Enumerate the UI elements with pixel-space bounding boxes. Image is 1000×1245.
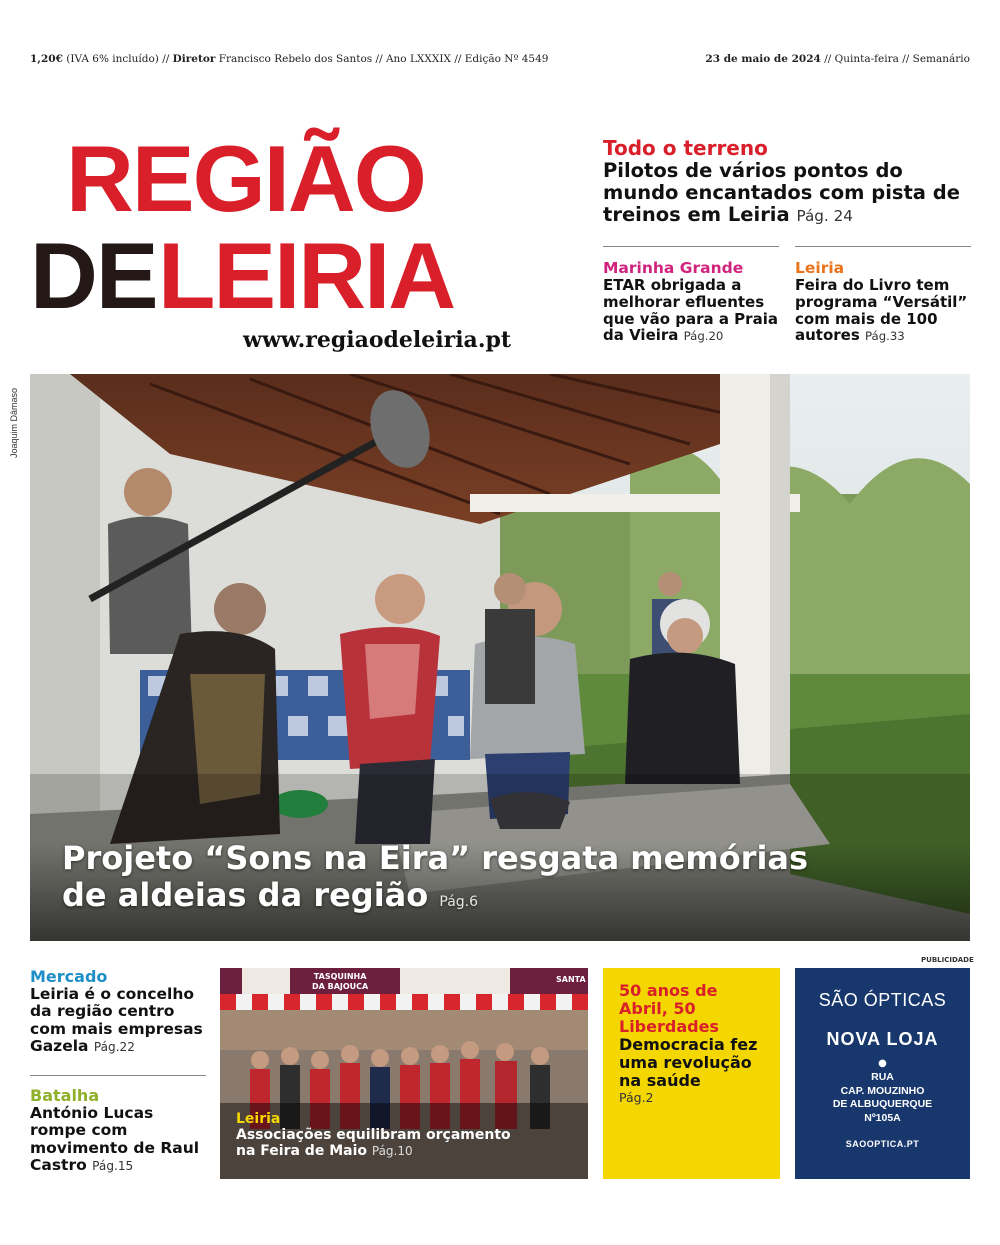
story-mercado-page: Pág.22: [93, 1040, 135, 1055]
hero-headline-line1: Projeto “Sons na Eira” resgata memórias: [62, 839, 809, 877]
masthead-leiria: LEIRIA: [158, 223, 455, 328]
teaser-main-headline: [603, 160, 971, 225]
teaser-right-kicker: Leiria: [795, 259, 845, 277]
director-name: Francisco Rebelo dos Santos: [218, 53, 373, 65]
teaser-right[interactable]: [795, 259, 971, 344]
feira-photo[interactable]: [220, 968, 588, 1179]
publication-info: 1,20€ (IVA 6% incluído) // Diretor Francisco Rebelo dos Santos // Ano LXXXIX // Edição Nº 4549: [30, 53, 549, 65]
feira-sign: [312, 972, 368, 991]
ad-address-line4: Nº105A: [864, 1111, 901, 1124]
ad-address: [795, 1071, 970, 1126]
hero-headline[interactable]: [62, 840, 808, 914]
teaser-right-page: Pág.33: [865, 329, 905, 344]
feira-sign-line2: DA BAJOUCA: [312, 981, 369, 991]
photo-credit: Joaquim Dâmaso: [9, 387, 19, 458]
teaser-left-title: ETAR obrigada a melhorar efluentes que vão para a Praia da Vieira: [603, 276, 778, 345]
hero-headline-line2-text: de aldeias da região: [62, 875, 429, 914]
masthead-regiao: REGIÃO: [66, 126, 425, 231]
story-batalha-headline: [30, 1105, 206, 1174]
story-mercado[interactable]: [30, 967, 206, 1055]
story-batalha-kicker: Batalha: [30, 1086, 100, 1105]
story-batalha[interactable]: [30, 1086, 206, 1174]
story-mercado-kicker: Mercado: [30, 967, 108, 986]
ad-headline: NOVA LOJA: [826, 1029, 939, 1049]
teaser-left-page: Pág.20: [683, 329, 724, 344]
frequency: Semanário: [912, 53, 970, 65]
feira-headline-line2-text: na Feira de Maio: [236, 1143, 367, 1160]
teaser-left[interactable]: [603, 259, 779, 344]
teaser-right-headline: [795, 277, 971, 344]
location-pin-icon: ●: [878, 1058, 887, 1069]
hero-page: Pág.6: [439, 893, 479, 910]
ad-label: PUBLICIDADE: [921, 956, 974, 964]
liberdades-page: Pág.2: [619, 1090, 654, 1106]
feira-sign-line1: TASQUINHA: [313, 972, 367, 981]
teaser-main-page: Pág. 24: [796, 206, 853, 225]
teaser-main-kicker: Todo o terreno: [603, 136, 768, 160]
date: 23 de maio de 2024: [705, 53, 821, 65]
feira-headline-line1: Associações equilibram orçamento: [236, 1127, 511, 1143]
weekday: Quinta-feira: [834, 53, 899, 65]
feira-headline-line2: [236, 1143, 581, 1159]
hero-photo[interactable]: [30, 374, 970, 941]
divider: [795, 246, 971, 247]
story-batalha-title: António Lucas rompe com movimento de Raul Castro: [30, 1104, 200, 1175]
liberdades-box[interactable]: [603, 968, 780, 1179]
divider: [30, 1075, 206, 1076]
teaser-main-title: Pilotos de vários pontos do mundo encantados com pista de treinos em Leiria: [603, 159, 960, 226]
ad-address-line2: CAP. MOUZINHO: [840, 1084, 925, 1097]
divider: [603, 246, 779, 247]
feira-kicker: Leiria: [236, 1111, 281, 1127]
story-mercado-title: Leiria é o concelho da região centro com mais empresas Gazela: [30, 985, 203, 1056]
ad-site[interactable]: SAOOPTICA.PT: [845, 1138, 920, 1149]
teaser-main[interactable]: [603, 136, 971, 225]
ad-brand: SÃO ÓPTICAS: [818, 990, 947, 1010]
teaser-left-kicker: Marinha Grande: [603, 259, 744, 277]
hero-headline-line2: [62, 877, 808, 914]
date-info: 23 de maio de 2024 // Quinta-feira // Semanário: [705, 53, 970, 65]
liberdades-headline: Democracia fez uma revolução na saúde: [619, 1034, 758, 1090]
feira-caption: [236, 1111, 581, 1159]
ad-address-line1: RUA: [871, 1071, 894, 1083]
masthead-url[interactable]: www.regiaodeleiria.pt: [243, 327, 512, 353]
teaser-left-headline: [603, 277, 779, 344]
ad-sao-opticas[interactable]: [795, 968, 970, 1179]
liberdades-kicker: 50 anos de Abril, 50 Liberdades: [619, 981, 719, 1036]
masthead-de: DE: [30, 223, 157, 328]
feira-sign-right: SANTA: [556, 975, 586, 984]
director-label: Diretor: [172, 53, 216, 65]
ad-address-line3: DE ALBUQUERQUE: [832, 1098, 933, 1111]
year: Ano LXXXIX: [385, 53, 451, 65]
teaser-right-title: Feira do Livro tem programa “Versátil” com mais de 100 autores: [795, 276, 968, 345]
story-batalha-page: Pág.15: [92, 1159, 134, 1174]
story-mercado-headline: [30, 986, 206, 1055]
edition: Edição Nº 4549: [464, 53, 549, 65]
price: 1,20€: [30, 53, 63, 65]
feira-page: Pág.10: [371, 1144, 413, 1159]
price-note: (IVA 6% incluído): [66, 53, 159, 65]
